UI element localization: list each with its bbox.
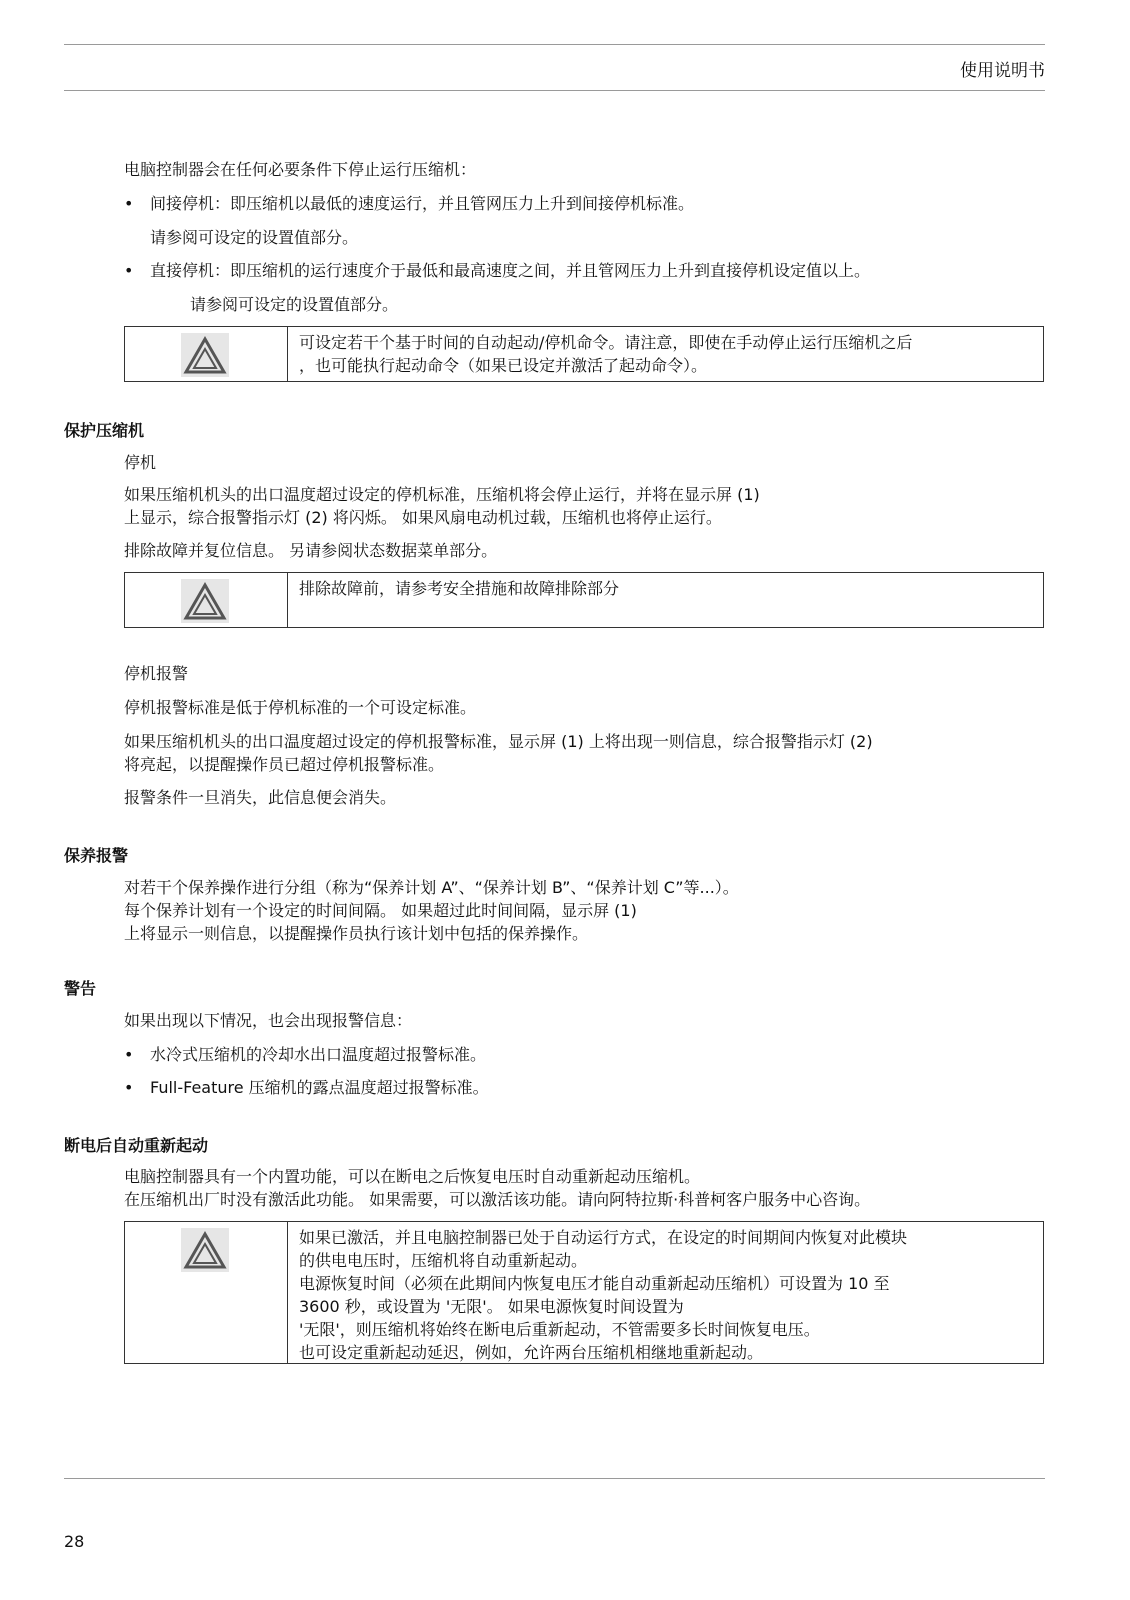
section-title-warning: 警告 xyxy=(64,979,97,998)
note-line: 的供电电压时，压缩机将自动重新起动。 xyxy=(299,1251,588,1270)
protect-paragraph-4 xyxy=(124,730,873,776)
note-box-restart xyxy=(124,1221,1044,1364)
intro-bullet-direct xyxy=(124,259,871,282)
paragraph-line: 如果压缩机机头的出口温度超过设定的停机标准，压缩机将会停止运行，并将在显示屏 (1) xyxy=(124,485,760,504)
paragraph-line: 上显示，综合报警指示灯 (2) 将闪烁。 如果风扇电动机过载，压缩机也将停止运行。 xyxy=(124,508,722,527)
page-number: 28 xyxy=(64,1532,85,1551)
note-icon-cell xyxy=(125,1222,288,1363)
header-bottom-rule xyxy=(64,90,1045,91)
paragraph-line: 将亮起，以提醒操作员已超过停机报警标准。 xyxy=(124,755,445,774)
note-line: 电源恢复时间（必须在此期间内恢复电压才能自动重新起动压缩机）可设置为 10 至 xyxy=(299,1274,890,1293)
section-title-restart: 断电后自动重新起动 xyxy=(64,1136,209,1155)
subheading-shutdown-warning: 停机报警 xyxy=(124,664,189,683)
note-box-troubleshoot xyxy=(124,572,1044,628)
warning-triangle-icon xyxy=(181,579,229,623)
warning-bullet xyxy=(124,1043,487,1066)
note-text xyxy=(299,331,912,377)
warning-bullet xyxy=(124,1076,489,1099)
bullet-dot: • xyxy=(124,261,134,280)
warning-lead: 如果出现以下情况，也会出现报警信息： xyxy=(124,1011,413,1030)
warning-triangle-icon xyxy=(181,1228,229,1272)
section-title-protect: 保护压缩机 xyxy=(64,421,145,440)
paragraph-line: 每个保养计划有一个设定的时间间隔。 如果超过此时间间隔，显示屏 (1) xyxy=(124,901,637,920)
intro-lead: 电脑控制器会在任何必要条件下停止运行压缩机： xyxy=(124,160,477,179)
note-line: ，也可能执行起动命令（如果已设定并激活了起动命令）。 xyxy=(299,356,708,375)
note-icon-cell xyxy=(125,573,288,627)
protect-paragraph-1 xyxy=(124,483,760,529)
note-text xyxy=(299,1226,907,1364)
section-title-maintenance: 保养报警 xyxy=(64,846,129,865)
intro-bullet-text: 直接停机：即压缩机的运行速度介于最低和最高速度之间，并且管网压力上升到直接停机设定值以上。 xyxy=(150,261,871,280)
note-line: 可设定若干个基于时间的自动起动/停机命令。请注意，即使在手动停止运行压缩机之后 xyxy=(299,333,913,352)
protect-paragraph-2: 排除故障并复位信息。 另请参阅状态数据菜单部分。 xyxy=(124,541,498,560)
note-line: 如果已激活，并且电脑控制器已处于自动运行方式，在设定的时间期间内恢复对此模块 xyxy=(299,1228,908,1247)
paragraph-line: 电脑控制器具有一个内置功能，可以在断电之后恢复电压时自动重新起动压缩机。 xyxy=(124,1167,701,1186)
warning-bullet-text: 水冷式压缩机的冷却水出口温度超过报警标准。 xyxy=(150,1045,487,1064)
protect-paragraph-3: 停机报警标准是低于停机标准的一个可设定标准。 xyxy=(124,698,477,717)
note-text: 排除故障前，请参考安全措施和故障排除部分 xyxy=(299,579,620,598)
footer-rule xyxy=(64,1478,1045,1479)
warning-triangle-icon xyxy=(181,333,229,377)
bullet-dot: • xyxy=(124,1078,134,1097)
warning-bullet-text: Full-Feature 压缩机的露点温度超过报警标准。 xyxy=(150,1078,489,1097)
paragraph-line: 对若干个保养操作进行分组（称为“保养计划 A”、“保养计划 B”、“保养计划 C”等...）。 xyxy=(124,878,739,897)
note-icon-cell xyxy=(125,327,288,381)
intro-bullet-indirect xyxy=(124,192,695,215)
header-title: 使用说明书 xyxy=(960,61,1045,81)
bullet-dot: • xyxy=(124,1045,134,1064)
paragraph-line: 如果压缩机机头的出口温度超过设定的停机报警标准，显示屏 (1) 上将出现一则信息，综合报警指示灯 (2) xyxy=(124,732,873,751)
note-box-timer xyxy=(124,326,1044,382)
note-line: 3600 秒，或设置为 '无限'。 如果电源恢复时间设置为 xyxy=(299,1297,684,1316)
paragraph-line: 在压缩机出厂时没有激活此功能。 如果需要，可以激活该功能。请向阿特拉斯·科普柯客户服务中心咨询。 xyxy=(124,1190,871,1209)
paragraph-line: 上将显示一则信息，以提醒操作员执行该计划中包括的保养操作。 xyxy=(124,924,589,943)
maintenance-paragraph xyxy=(124,876,739,945)
protect-paragraph-5: 报警条件一旦消失，此信息便会消失。 xyxy=(124,788,397,807)
note-line: 也可设定重新起动延迟，例如，允许两台压缩机相继地重新起动。 xyxy=(299,1343,764,1362)
header-top-rule xyxy=(64,44,1045,45)
bullet-dot: • xyxy=(124,194,134,213)
subheading-shutdown: 停机 xyxy=(124,453,157,472)
note-line: '无限'，则压缩机将始终在断电后重新起动，不管需要多长时间恢复电压。 xyxy=(299,1320,820,1339)
intro-bullet-ref: 请参阅可设定的设置值部分。 xyxy=(190,295,399,314)
restart-paragraph xyxy=(124,1165,870,1211)
intro-bullet-ref: 请参阅可设定的设置值部分。 xyxy=(150,228,359,247)
intro-bullet-text: 间接停机：即压缩机以最低的速度运行，并且管网压力上升到间接停机标准。 xyxy=(150,194,695,213)
